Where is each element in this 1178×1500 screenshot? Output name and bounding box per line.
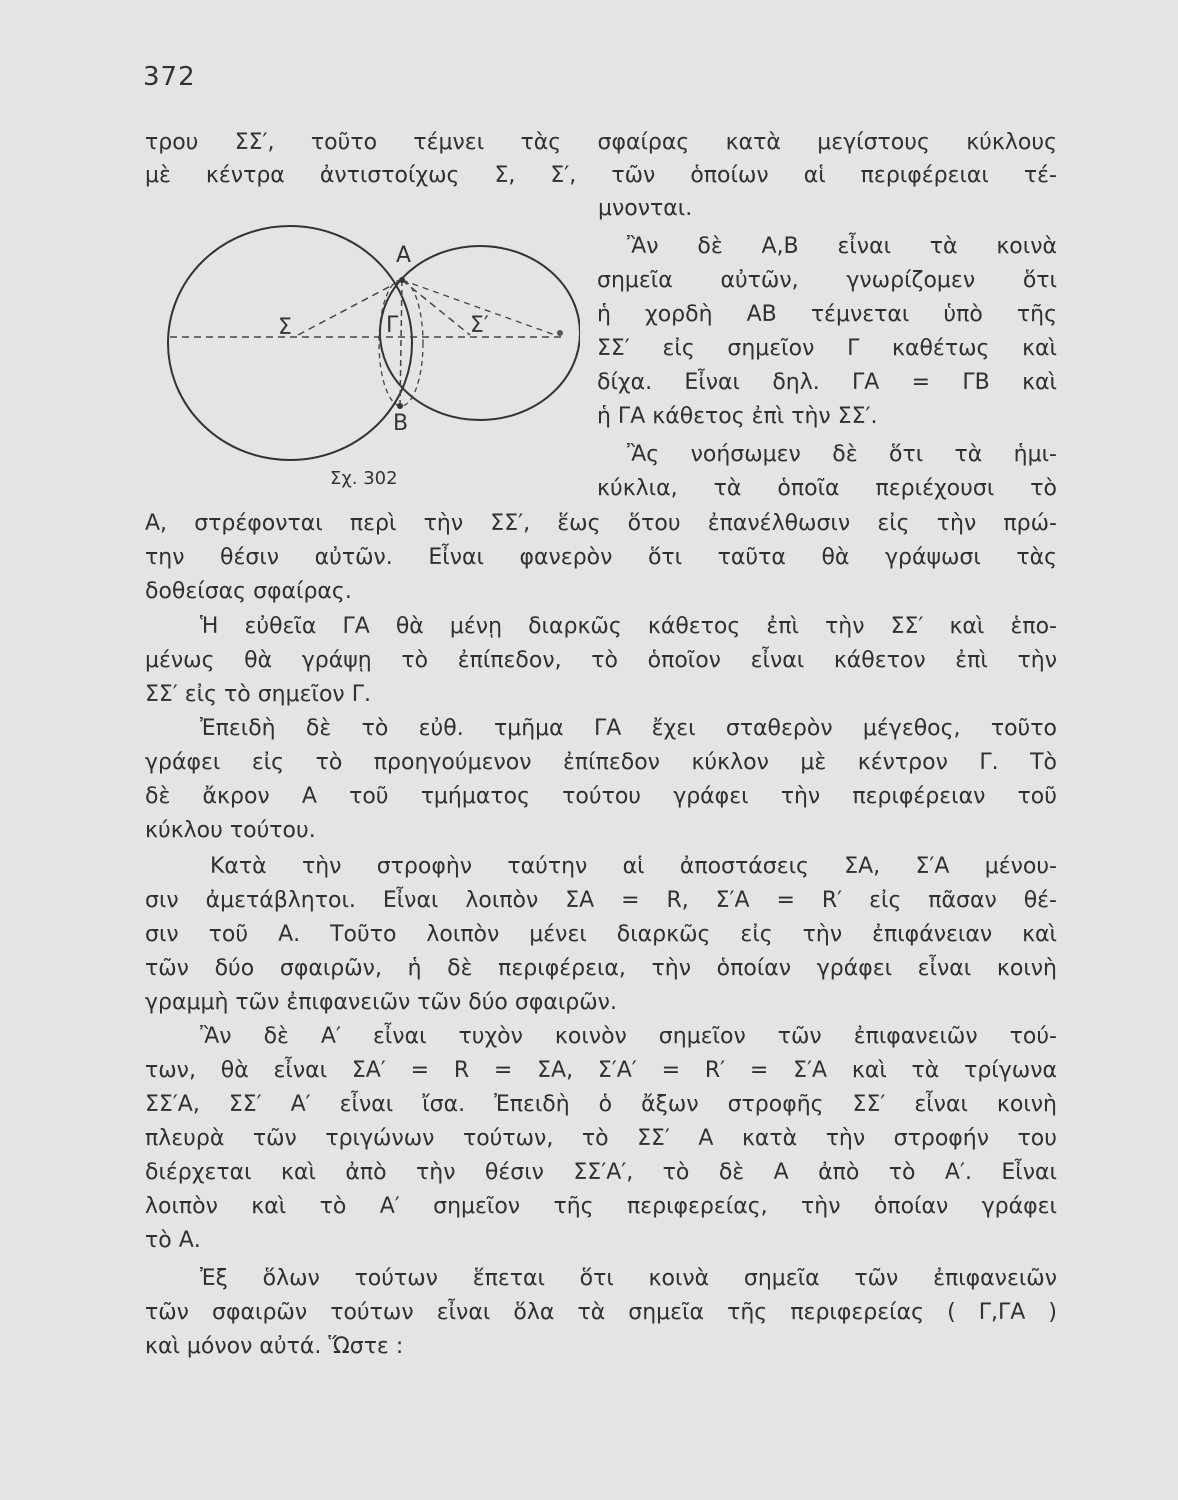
text-line: μνονται. xyxy=(598,196,693,221)
label-gamma: Γ xyxy=(386,313,399,338)
circle-sigma xyxy=(168,226,412,460)
text-line: δίχα. Εἶναι δηλ. ΓΑ = ΓΒ καὶ xyxy=(597,370,1057,395)
text-line: Ἂν δὲ Α,Β εἶναι τὰ κοινὰ xyxy=(627,234,1057,259)
label-a: A xyxy=(396,243,412,268)
figure-caption: Σχ. 302 xyxy=(330,468,398,489)
text-line: καὶ μόνον αὐτά. Ὥστε : xyxy=(145,1334,404,1359)
text-line: των, θὰ εἶναι ΣΑ′ = R = ΣΑ, Σ′Α′ = R′ = Σ′Α καὶ τὰ τρίγωνα xyxy=(145,1058,1057,1083)
text-line: σιν ἀμετάβλητοι. Εἶναι λοιπὸν ΣΑ = R, Σ′Α = R′ εἰς πᾶσαν θέ- xyxy=(145,888,1058,913)
label-b: B xyxy=(393,411,409,436)
intersecting-circles-diagram xyxy=(160,220,580,500)
text-line: την θέσιν αὐτῶν. Εἶναι φανερὸν ὅτι ταῦτα θὰ γράψωσι τὰς xyxy=(145,545,1057,570)
text-line: κύκλου τούτου. xyxy=(145,818,316,843)
label-sigma: Σ xyxy=(278,315,292,340)
text-line: τῶν δύο σφαιρῶν, ἡ δὲ περιφέρεια, τὴν ὁποίαν γράφει εἶναι κοινὴ xyxy=(145,956,1057,981)
text-line: μένως θὰ γράψῃ τὸ ἐπίπεδον, τὸ ὁποῖον εἶναι κάθετον ἐπὶ τὴν xyxy=(145,648,1057,673)
text-line: τρου ΣΣ′, τοῦτο τέμνει τὰς σφαίρας κατὰ μεγίστους κύκλους xyxy=(145,130,1057,155)
point-right xyxy=(557,330,563,336)
text-line: λοιπὸν καὶ τὸ Α′ σημεῖον τῆς περιφερείας, τὴν ὁποίαν γράφει xyxy=(145,1194,1057,1219)
text-line: διέρχεται καὶ ἀπὸ τὴν θέσιν ΣΣ′Α′, τὸ δὲ Α ἀπὸ τὸ Α′. Εἶναι xyxy=(145,1160,1057,1185)
text-line: Ἐξ ὅλων τούτων ἕπεται ὅτι κοινὰ σημεῖα τῶν ἐπιφανειῶν xyxy=(200,1266,1057,1291)
text-line: ΣΣ′ εἰς σημεῖον Γ καθέτως καὶ xyxy=(597,336,1057,361)
text-line: δοθείσας σφαίρας. xyxy=(145,579,352,604)
text-line: γράφει εἰς τὸ προηγούμενον ἐπίπεδον κύκλον μὲ κέντρον Γ. Τὸ xyxy=(145,750,1057,775)
figure-302 xyxy=(160,220,580,500)
text-line: Ἂς νοήσωμεν δὲ ὅτι τὰ ἡμι- xyxy=(627,442,1057,467)
text-line: σιν τοῦ Α. Τοῦτο λοιπὸν μένει διαρκῶς εἰς τὴν ἐπιφάνειαν καὶ xyxy=(145,922,1057,947)
text-line: Α, στρέφονται περὶ τὴν ΣΣ′, ἕως ὅτου ἐπανέλθωσιν εἰς τὴν πρώ- xyxy=(145,511,1057,536)
text-line: ἡ ΓΑ κάθετος ἐπὶ τὴν ΣΣ′. xyxy=(597,404,878,429)
point-a xyxy=(399,277,405,283)
label-sigma-prime: Σ′ xyxy=(470,313,489,338)
point-b xyxy=(397,403,403,409)
text-line: Ἐπειδὴ δὲ τὸ εὐθ. τμῆμα ΓΑ ἔχει σταθερὸν μέγεθος, τοῦτο xyxy=(200,716,1057,741)
text-line: ΣΣ′Α, ΣΣ′ Α′ εἶναι ἴσα. Ἐπειδὴ ὁ ἄξων στροφῆς ΣΣ′ εἶναι κοινὴ xyxy=(145,1092,1057,1117)
text-line: Κατὰ τὴν στροφὴν ταύτην αἱ ἀποστάσεις ΣΑ, Σ′Α μένου- xyxy=(210,854,1057,879)
text-line: Ἡ εὐθεῖα ΓΑ θὰ μένῃ διαρκῶς κάθετος ἐπὶ τὴν ΣΣ′ καὶ ἑπο- xyxy=(200,614,1057,639)
text-line: τὸ Α. xyxy=(145,1228,201,1253)
text-line: γραμμὴ τῶν ἐπιφανειῶν τῶν δύο σφαιρῶν. xyxy=(145,990,617,1015)
text-line: δὲ ἄκρον Α τοῦ τμήματος τούτου γράφει τὴν περιφέρειαν τοῦ xyxy=(145,784,1057,809)
text-line: σημεῖα αὐτῶν, γνωρίζομεν ὅτι xyxy=(597,268,1057,293)
text-line: ἡ χορδὴ ΑΒ τέμνεται ὑπὸ τῆς xyxy=(597,302,1057,327)
text-line: τῶν σφαιρῶν τούτων εἶναι ὅλα τὰ σημεῖα τῆς περιφερείας ( Γ,ΓΑ ) xyxy=(145,1300,1057,1325)
text-line: ΣΣ′ εἰς τὸ σημεῖον Γ. xyxy=(145,682,371,707)
text-line: Ἂν δὲ Α′ εἶναι τυχὸν κοινὸν σημεῖον τῶν ἐπιφανειῶν τού- xyxy=(200,1024,1057,1049)
page-number: 372 xyxy=(143,62,196,92)
text-line: κύκλια, τὰ ὁποῖα περιέχουσι τὸ xyxy=(597,476,1057,501)
text-line: πλευρὰ τῶν τριγώνων τούτων, τὸ ΣΣ′ Α κατὰ τὴν στροφήν του xyxy=(145,1126,1057,1151)
text-line: μὲ κέντρα ἀντιστοίχως Σ, Σ′, τῶν ὁποίων αἱ περιφέρειαι τέ- xyxy=(145,163,1057,188)
